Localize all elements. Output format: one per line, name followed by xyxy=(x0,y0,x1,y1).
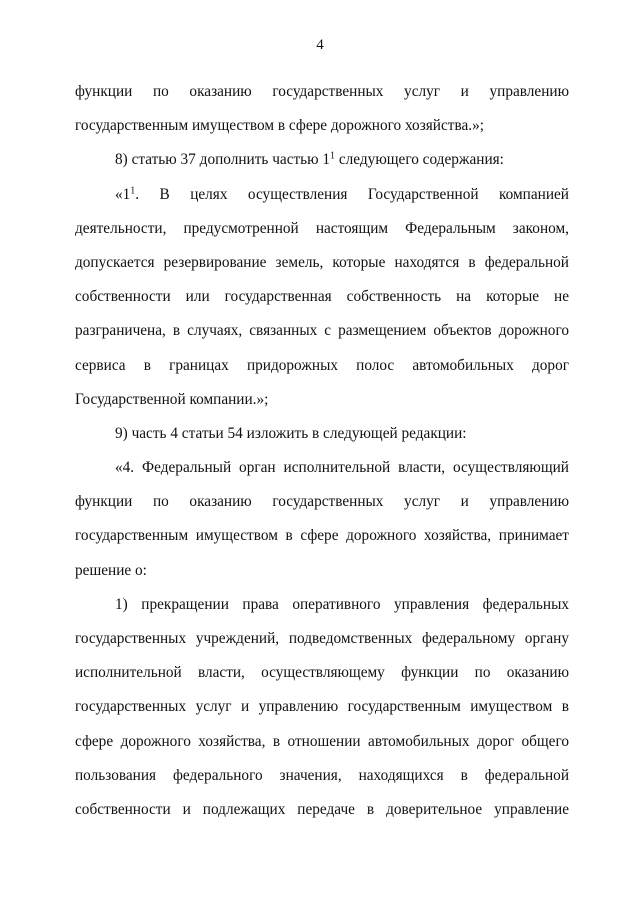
text-line: пользования федерального значения, находящихся в федеральной xyxy=(75,766,569,784)
text-line: «4. Федеральный орган исполнительной власти, осуществляющий xyxy=(115,459,569,477)
document-body xyxy=(75,75,569,827)
text-line: решение о: xyxy=(75,561,147,579)
text-line: государственным имуществом в сфере дорожного хозяйства, принимает xyxy=(75,527,569,545)
text-line: государственных учреждений, подведомственных федеральному органу xyxy=(75,630,569,647)
text-line-item-8: 8) статью 37 дополнить частью $1^1$ следующего содержания: xyxy=(115,150,504,169)
text-line: разграничена, в случаях, связанных с размещением объектов дорожного xyxy=(75,322,569,340)
text-line: сфере дорожного хозяйства, в отношении автомобильных дорог общего xyxy=(75,732,569,750)
text-line: деятельности, предусмотренной настоящим Федеральным законом, xyxy=(75,219,569,237)
text-line: государственных услуг и управлению государственным имуществом в xyxy=(75,698,569,716)
text-line-item-9: 9) часть 4 статьи 54 изложить в следующей редакции: xyxy=(115,424,467,442)
text-line: собственности или государственная собственность на которые не xyxy=(75,288,569,306)
page-number: 4 xyxy=(316,37,324,53)
superscript: 1 xyxy=(330,150,336,162)
text-line-subitem-1: 1) прекращении права оперативного управления федеральных xyxy=(115,595,569,613)
text-line: сервиса в границах придорожных полос автомобильных дорог xyxy=(75,356,569,374)
superscript: 1 xyxy=(130,185,136,197)
text-line: исполнительной власти, осуществляющему функции по оказанию xyxy=(75,664,569,682)
text-line: Государственной компании.»; xyxy=(75,390,269,408)
text-line: государственным имуществом в сфере дорожного хозяйства.»; xyxy=(75,117,484,135)
text-line: функции по оказанию государственных услуг и управлению xyxy=(75,83,569,100)
text-line: собственности и подлежащих передаче в доверительное управление xyxy=(75,800,569,818)
text-line: функции по оказанию государственных услуг и управлению xyxy=(75,493,569,511)
text-line-quote-start: «$1^1$. В целях осуществления Государственной компанией xyxy=(115,185,569,203)
text-line: допускается резервирование земель, которые находятся в федеральной xyxy=(75,253,569,271)
